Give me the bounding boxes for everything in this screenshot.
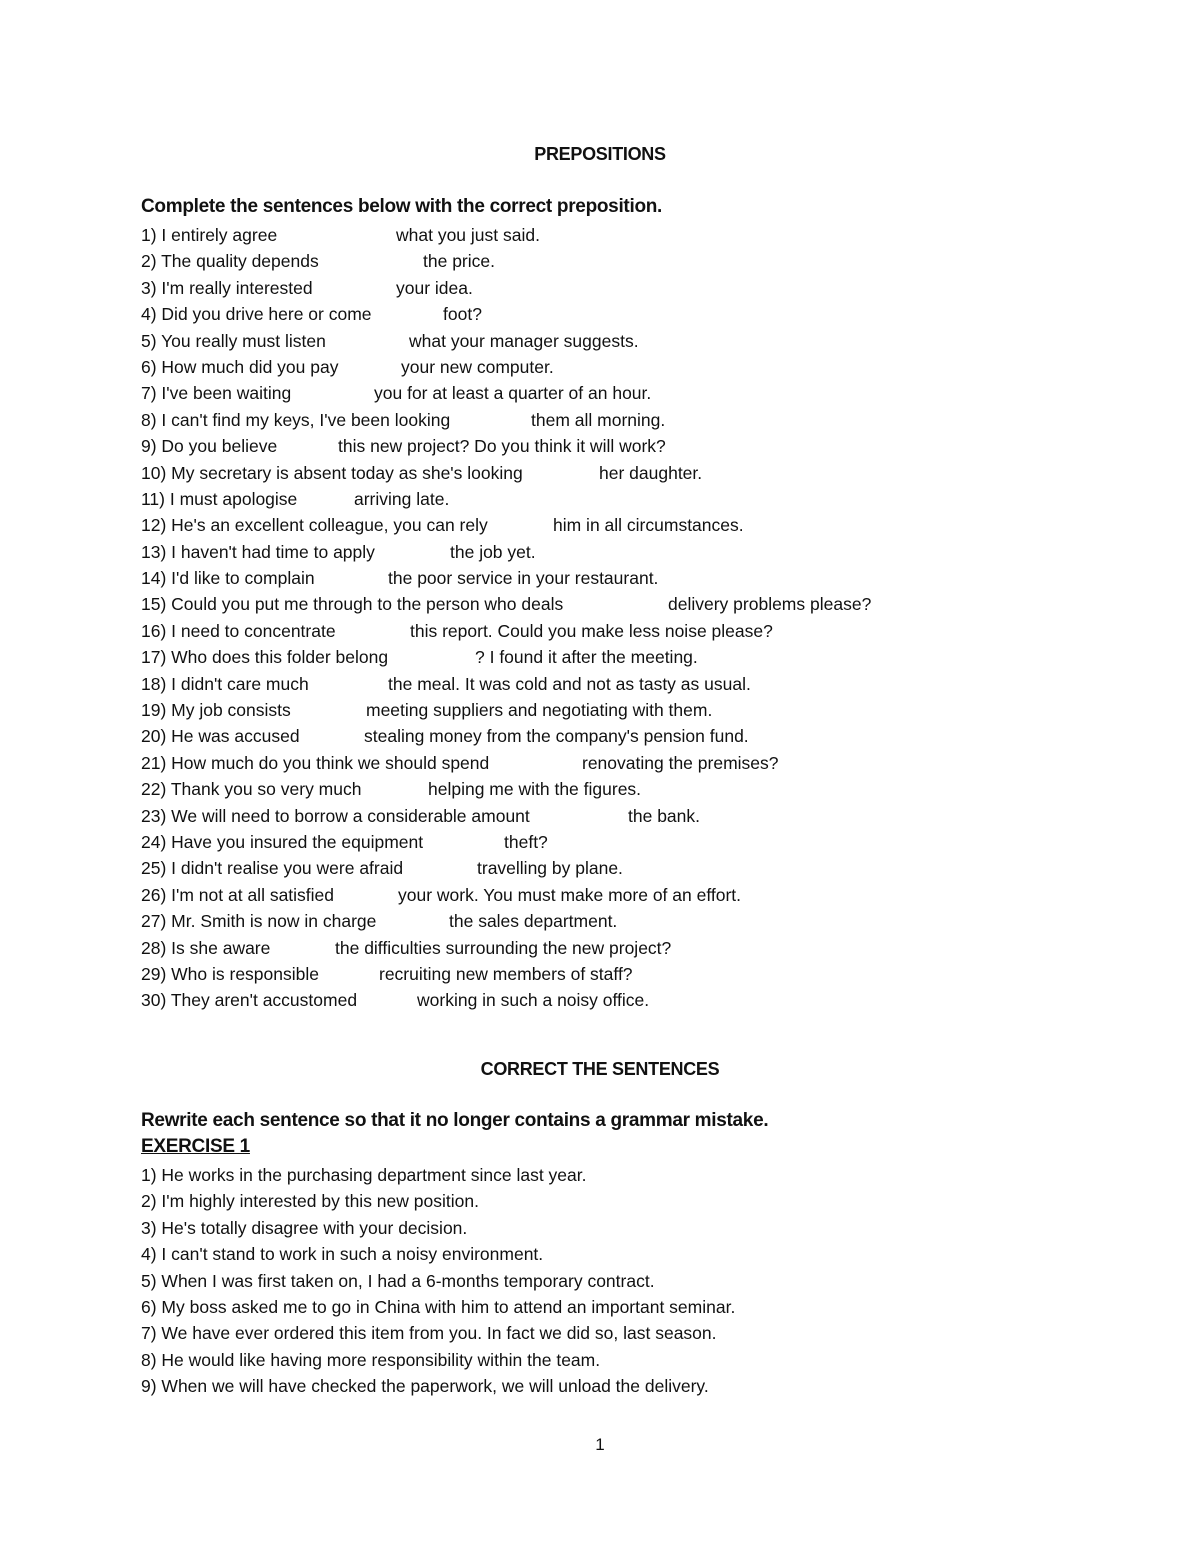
sentence-start: 19) My job consists	[141, 700, 291, 721]
sentence-end: your work. You must make more of an effort.	[398, 884, 742, 905]
sentence-start: 9) Do you believe	[141, 436, 278, 457]
sentence-end: this new project? Do you think it will work?	[338, 436, 666, 457]
sentence-start: 25) I didn't realise you were afraid	[141, 858, 404, 879]
sentence-end: working in such a noisy office.	[417, 990, 650, 1011]
sentence-start: 21) How much do you think we should spend	[141, 752, 490, 773]
sentence-end: meeting suppliers and negotiating with them.	[366, 700, 713, 721]
prepositions-instruction: Complete the sentences below with the correct preposition.	[141, 196, 663, 217]
sentence-start: 20) He was accused	[141, 726, 300, 747]
sentence-end: delivery problems please?	[668, 594, 872, 615]
sentence-start: 2) The quality depends	[141, 251, 319, 272]
sentence-end: the sales department.	[449, 911, 618, 932]
sentence-start: 22) Thank you so very much	[141, 779, 362, 800]
correct-sentence-item: 2) I'm highly interested by this new position.	[141, 1191, 479, 1212]
correct-sentence-item: 3) He's totally disagree with your decision.	[141, 1217, 468, 1238]
sentence-start: 26) I'm not at all satisfied	[141, 884, 335, 905]
sentence-end: travelling by plane.	[477, 858, 623, 879]
sentence-start: 24) Have you insured the equipment	[141, 831, 424, 852]
sentence-end: ? I found it after the meeting.	[475, 647, 698, 668]
sentence-end: foot?	[443, 304, 482, 325]
sentence-end: this report. Could you make less noise please?	[410, 620, 773, 641]
sentence-start: 16) I need to concentrate	[141, 620, 336, 641]
sentence-end: the meal. It was cold and not as tasty as usual.	[388, 673, 751, 694]
sentence-start: 13) I haven't had time to apply	[141, 541, 375, 562]
sentence-end: what you just said.	[396, 225, 540, 245]
sentence-start: 28) Is she aware	[141, 937, 271, 958]
sentence-start: 15) Could you put me through to the person who deals	[141, 594, 564, 615]
sentence-start: 12) He's an excellent colleague, you can rely	[141, 515, 488, 536]
prepositions-title: PREPOSITIONS	[534, 144, 666, 164]
sentence-start: 27) Mr. Smith is now in charge	[141, 911, 377, 932]
sentence-end: what your manager suggests.	[409, 330, 639, 351]
sentence-start: 1) I entirely agree	[141, 225, 278, 245]
sentence-end: renovating the premises?	[582, 752, 779, 773]
correct-sentence-item: 5) When I was first taken on, I had a 6-months temporary contract.	[141, 1270, 655, 1291]
sentence-end: the price.	[423, 251, 495, 272]
sentence-end: your idea.	[396, 277, 473, 298]
sentence-start: 5) You really must listen	[141, 330, 326, 351]
sentence-end: stealing money from the company's pension fund.	[364, 726, 749, 747]
correct-sentence-item: 9) When we will have checked the paperwork, we will unload the delivery.	[141, 1376, 709, 1397]
correct-sentence-item: 1) He works in the purchasing department since last year.	[141, 1165, 587, 1185]
correct-sentence-item: 6) My boss asked me to go in China with him to attend an important seminar.	[141, 1296, 736, 1317]
sentence-start: 18) I didn't care much	[141, 673, 309, 694]
sentence-start: 30) They aren't accustomed	[141, 990, 358, 1011]
correct-sentence-item: 4) I can't stand to work in such a noisy environment.	[141, 1244, 544, 1265]
exercise-1-label: EXERCISE 1	[141, 1136, 250, 1157]
correct-sentence-item: 7) We have ever ordered this item from you. In fact we did so, last season.	[141, 1323, 717, 1344]
sentence-end: the bank.	[628, 805, 700, 826]
correct-sentence-item: 8) He would like having more responsibility within the team.	[141, 1349, 601, 1370]
sentence-end: her daughter.	[599, 462, 703, 483]
sentence-end: him in all circumstances.	[553, 515, 744, 536]
sentence-start: 4) Did you drive here or come	[141, 304, 372, 325]
sentence-end: them all morning.	[531, 409, 666, 430]
sentence-end: the difficulties surrounding the new project?	[335, 937, 672, 958]
sentence-start: 6) How much did you pay	[141, 356, 339, 377]
sentence-end: your new computer.	[401, 356, 554, 377]
sentence-start: 29) Who is responsible	[141, 963, 319, 984]
sentence-start: 10) My secretary is absent today as she's looking	[141, 462, 523, 483]
correct-sentences-instruction: Rewrite each sentence so that it no longer contains a grammar mistake.	[141, 1110, 769, 1131]
sentence-end: you for at least a quarter of an hour.	[374, 383, 652, 404]
sentence-start: 3) I'm really interested	[141, 277, 313, 298]
sentence-start: 8) I can't find my keys, I've been looking	[141, 409, 451, 430]
correct-sentences-title: CORRECT THE SENTENCES	[480, 1059, 720, 1079]
sentence-end: arriving late.	[354, 488, 450, 509]
sentence-end: theft?	[504, 831, 548, 852]
sentence-start: 23) We will need to borrow a considerable amount	[141, 805, 530, 826]
sentence-end: helping me with the figures.	[428, 779, 642, 800]
sentence-start: 11) I must apologise	[141, 488, 298, 509]
correct-sentences-list	[141, 1162, 735, 1400]
sentence-end: the poor service in your restaurant.	[388, 568, 659, 589]
sentence-start: 14) I'd like to complain	[141, 568, 315, 589]
sentence-start: 7) I've been waiting	[141, 383, 292, 404]
sentence-end: recruiting new members of staff?	[379, 963, 633, 984]
sentence-start: 17) Who does this folder belong	[141, 647, 389, 668]
page-number: 1	[595, 1435, 605, 1454]
sentence-end: the job yet.	[450, 541, 536, 562]
